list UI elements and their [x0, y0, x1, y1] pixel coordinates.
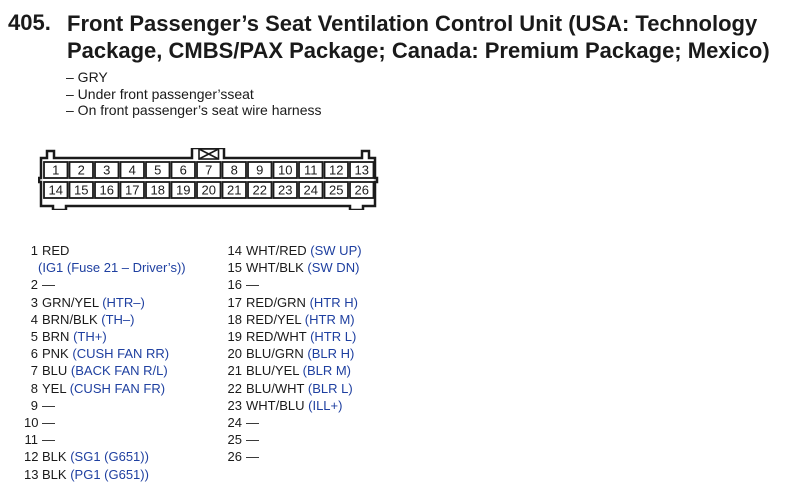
wire-color: — — [42, 277, 55, 293]
pin-label: 17 — [125, 182, 140, 198]
pin-number: 21 — [227, 363, 242, 379]
pin-function: (PG1 (G651)) — [70, 466, 149, 482]
wire-color: BLK — [42, 466, 67, 482]
wire-color: GRN/YEL — [42, 294, 99, 310]
pin-number: 20 — [227, 346, 242, 362]
pin-row — [226, 362, 362, 379]
pin-row — [24, 466, 186, 483]
pin-number: 17 — [227, 294, 242, 310]
wire-color: BRN — [42, 329, 70, 345]
wire-color: BRN/BLK — [42, 311, 98, 327]
pin-number: 6 — [30, 346, 38, 362]
pin-number: 5 — [30, 329, 38, 345]
pin-label: 6 — [179, 162, 187, 178]
connector-face-svg — [38, 148, 382, 210]
wire-color: RED/WHT — [246, 329, 307, 345]
wire-color: RED — [42, 243, 70, 258]
wire-color: BLU/WHT — [246, 380, 305, 396]
pin-row — [226, 276, 362, 293]
pin-row — [226, 380, 362, 397]
pin-row — [24, 414, 186, 431]
pin-label: 24 — [303, 182, 318, 198]
pin-function: (HTR L) — [310, 329, 357, 345]
pin-number: 4 — [30, 311, 38, 327]
pin-row — [24, 397, 186, 414]
pin-number: 11 — [24, 432, 38, 448]
wire-color: BLU — [42, 363, 68, 379]
pin-function: (BLR L) — [307, 380, 353, 396]
pin-row — [24, 276, 186, 293]
pin-function: (ILL+) — [308, 397, 343, 413]
wire-color: RED/GRN — [246, 294, 306, 310]
pin-function: (SW DN) — [307, 260, 360, 276]
pin-row — [24, 448, 186, 465]
pin-number: 7 — [30, 363, 38, 379]
pin-number: 10 — [24, 415, 39, 431]
pin-function: (CUSH FAN FR) — [69, 380, 166, 396]
pin-row — [226, 311, 362, 328]
pin-function: (CUSH FAN RR) — [72, 346, 170, 362]
wire-color: — — [42, 415, 55, 431]
wire-color: YEL — [42, 380, 67, 396]
pin-list-right — [226, 242, 362, 466]
pin-row — [24, 294, 186, 311]
pin-label: 1 — [52, 162, 60, 178]
pin-row — [24, 311, 186, 328]
pin-row — [226, 345, 362, 362]
pin-number: 24 — [227, 415, 242, 431]
wire-color: — — [246, 415, 259, 431]
pin-row — [24, 380, 186, 397]
pin-number: 18 — [227, 311, 242, 327]
pin-label: 20 — [201, 182, 216, 198]
pin-row — [226, 242, 362, 259]
pin-label: 25 — [329, 182, 344, 198]
note-color: – GRY — [66, 69, 108, 85]
pin-number: 19 — [227, 329, 242, 345]
pin-function: (HTR M) — [304, 311, 355, 327]
connector-notes — [66, 69, 322, 119]
pin-label: 5 — [154, 162, 162, 178]
section-number: 405. — [8, 10, 51, 35]
wire-color: WHT/RED — [246, 243, 307, 258]
pin-number: 12 — [24, 449, 39, 465]
pin-label: 23 — [278, 182, 293, 198]
pin-number: 25 — [227, 432, 242, 448]
wire-color: WHT/BLU — [246, 397, 305, 413]
pin-label: 12 — [329, 162, 344, 178]
pin-row — [24, 362, 186, 379]
pin-function: (BACK FAN R/L) — [70, 363, 168, 379]
pin-label: 15 — [74, 182, 89, 198]
pin-label: 11 — [304, 162, 318, 178]
pin-row — [24, 345, 186, 362]
pin-row — [24, 328, 186, 345]
pin-function: (IG1 (Fuse 21 – Driver’s)) — [38, 260, 186, 276]
pin-label: 10 — [278, 162, 293, 178]
pin-label: 7 — [205, 162, 213, 178]
pin-label: 21 — [227, 182, 242, 198]
pin-function: (HTR H) — [309, 294, 358, 310]
pin-label: 26 — [354, 182, 369, 198]
wire-color: — — [42, 397, 55, 413]
pin-row — [226, 431, 362, 448]
pin-row — [226, 414, 362, 431]
pin-function: (BLR H) — [307, 346, 355, 362]
pin-label: 13 — [354, 162, 369, 178]
pin-number: 26 — [227, 449, 242, 465]
pin-row — [226, 294, 362, 311]
pin-label: 14 — [48, 182, 63, 198]
pin-label: 18 — [150, 182, 165, 198]
pin-label: 19 — [176, 182, 191, 198]
pin-function: (SW UP) — [310, 243, 362, 258]
pin-label: 3 — [103, 162, 111, 178]
wire-color: BLK — [42, 449, 67, 465]
pin-number: 15 — [227, 260, 242, 276]
note-location: – Under front passenger’sseat — [66, 85, 254, 102]
pin-label: 2 — [77, 162, 85, 178]
pin-number: 14 — [227, 243, 242, 258]
pin-function: (TH+) — [73, 329, 107, 345]
pin-row — [24, 431, 186, 448]
pin-number: 16 — [227, 277, 242, 293]
pin-label: 4 — [128, 162, 136, 178]
pin-row — [226, 259, 362, 276]
pin-number: 13 — [24, 466, 39, 482]
pin-function: (TH–) — [101, 311, 135, 327]
wire-color: BLU/YEL — [246, 363, 299, 379]
pin-number: 2 — [30, 277, 38, 293]
pin-function: (SG1 (G651)) — [70, 449, 149, 465]
pin-row — [226, 448, 362, 465]
pin-label: 9 — [256, 162, 264, 178]
pin-number: 1 — [30, 243, 38, 258]
note-harness: – On front passenger’s seat wire harness — [66, 102, 322, 118]
connector-diagram — [38, 148, 382, 215]
pin-number: 8 — [30, 380, 38, 396]
wire-color: — — [246, 277, 259, 293]
wire-color: PNK — [42, 346, 69, 362]
pin-label: 8 — [230, 162, 238, 178]
pin-number: 22 — [227, 380, 242, 396]
pin-number: 23 — [227, 397, 242, 413]
pin-list-left — [24, 242, 186, 483]
wire-color: — — [42, 432, 55, 448]
page-title: Front Passenger’s Seat Ventilation Control Unit (USA: Technology Package, CMBS/PAX Package; Canada: Premium Package; Mexico) — [67, 11, 770, 63]
wire-color: — — [246, 432, 259, 448]
wire-color: RED/YEL — [246, 311, 302, 327]
pin-row — [226, 397, 362, 414]
pin-number: 3 — [30, 294, 38, 310]
pin-row — [226, 328, 362, 345]
pin-label: 22 — [252, 182, 267, 198]
wire-color: — — [246, 449, 259, 465]
pin-function: (BLR M) — [302, 363, 352, 379]
wire-color: BLU/GRN — [246, 346, 304, 362]
pin-label: 16 — [99, 182, 114, 198]
pin-row — [24, 242, 186, 259]
pin-number: 9 — [30, 397, 38, 413]
pin-function: (HTR–) — [102, 294, 145, 310]
wire-color: WHT/BLK — [246, 260, 304, 276]
